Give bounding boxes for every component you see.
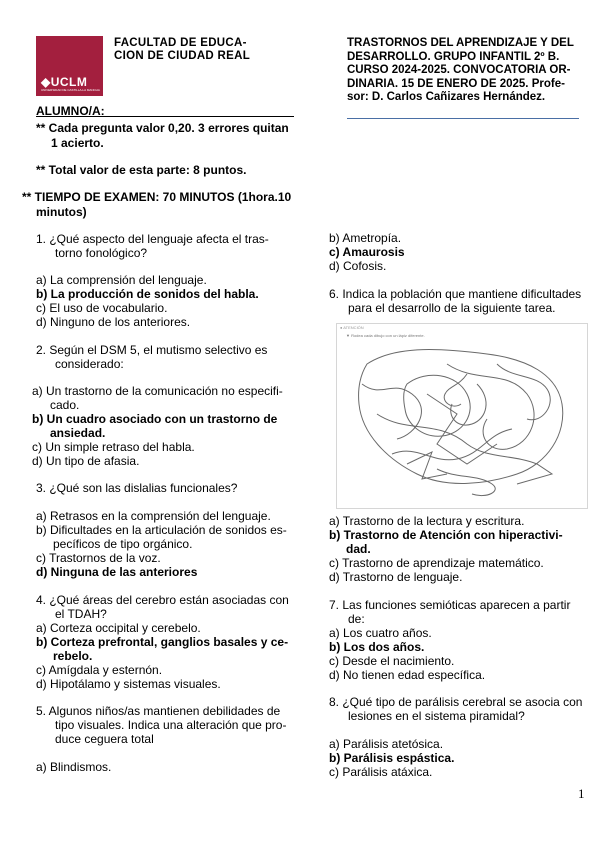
faculty-name: FACULTAD DE EDUCA- CION DE CIUDAD REAL: [114, 37, 251, 62]
question-3-option-c: c) Trastornos de la voz.: [36, 551, 161, 565]
question-4-option-d: d) Hipotálamo y sistemas visuales.: [36, 677, 221, 691]
question-2-option-b-cont: ansiedad.: [50, 426, 106, 440]
question-1-option-b: b) La producción de sonidos del habla.: [36, 287, 259, 301]
question-3-text: 3. ¿Qué son las dislalias funcionales?: [36, 481, 238, 495]
question-7-option-c: c) Desde el nacimiento.: [329, 654, 455, 668]
question-8-text: 8. ¿Qué tipo de parálisis cerebral se asocia con: [329, 695, 583, 709]
question-4-option-b-cont: rebelo.: [53, 649, 93, 663]
question-5-option-a: a) Blindismos.: [36, 760, 112, 774]
question-6-option-a: a) Trastorno de la lectura y escritura.: [329, 514, 525, 528]
question-7-text: 7. Las funciones semióticas aparecen a partir: [329, 598, 571, 612]
question-7-option-a: a) Los cuatro años.: [329, 626, 432, 640]
note-total: ** Total valor de esta parte: 8 puntos.: [36, 163, 247, 177]
question-2-option-a-cont: cado.: [50, 398, 80, 412]
note-value: ** Cada pregunta valor 0,20. 3 errores quitan: [36, 121, 289, 135]
question-8-text-cont: lesiones en el sistema piramidal?: [348, 709, 525, 723]
question-2-option-a: a) Un trastorno de la comunicación no especifi-: [32, 384, 283, 398]
question-4-option-a: a) Corteza occipital y cerebelo.: [36, 621, 201, 635]
question-7-option-b: b) Los dos años.: [329, 640, 425, 654]
question-6-text-cont: para el desarrollo de la siguiente tarea.: [348, 301, 556, 315]
student-rule: [36, 116, 294, 117]
attention-task-figure: [336, 323, 588, 509]
question-3-option-a: a) Retrasos en la comprensión del lenguaje.: [36, 509, 271, 523]
question-7-option-d: d) No tienen edad específica.: [329, 668, 486, 682]
question-4-text: 4. ¿Qué áreas del cerebro están asociadas con: [36, 593, 289, 607]
uclm-logo-text: ◆UCLM: [41, 75, 88, 89]
figure-instruction: ▼ Rodea cada dibujo con un lápiz diferente.: [346, 333, 425, 338]
note-value-cont: 1 acierto.: [51, 136, 104, 150]
question-4-option-b: b) Corteza prefrontal, ganglios basales y ce-: [36, 635, 289, 649]
question-6-option-b-cont: dad.: [346, 542, 371, 556]
question-5-text: 5. Algunos niños/as mantienen debilidades de: [36, 704, 281, 718]
figure-label: ● ATENCIÓN: [340, 325, 364, 330]
scribble-drawing: [337, 324, 587, 508]
title-underline: [347, 118, 579, 119]
question-2-text: 2. Según el DSM 5, el mutismo selectivo es: [36, 343, 268, 357]
question-8-option-c: c) Parálisis atáxica.: [329, 765, 433, 779]
question-2-option-d: d) Un tipo de afasia.: [32, 454, 140, 468]
question-6-option-d: d) Trastorno de lenguaje.: [329, 570, 463, 584]
question-5-option-d: d) Cofosis.: [329, 259, 387, 273]
question-5-option-b: b) Ametropía.: [329, 231, 402, 245]
question-2-option-c: c) Un simple retraso del habla.: [32, 440, 195, 454]
question-2-text-cont: considerado:: [55, 357, 124, 371]
question-1-text: 1. ¿Qué aspecto del lenguaje afecta el tras-: [36, 232, 269, 246]
question-1-option-d: d) Ninguno de los anteriores.: [36, 315, 191, 329]
question-3-option-b-cont: pecíficos de tipo orgánico.: [53, 537, 193, 551]
note-time: ** TIEMPO DE EXAMEN: 70 MINUTOS (1hora.10: [22, 190, 292, 204]
question-5-option-c: c) Amaurosis: [329, 245, 405, 259]
question-1-option-c: c) El uso de vocabulario.: [36, 301, 168, 315]
student-label: ALUMNO/A:: [36, 104, 105, 118]
question-4-text-cont: el TDAH?: [55, 607, 107, 621]
question-6-option-b: b) Trastorno de Atención con hiperactivi-: [329, 528, 563, 542]
question-8-option-a: a) Parálisis atetósica.: [329, 737, 444, 751]
question-1-text-cont: torno fonológico?: [55, 246, 148, 260]
question-6-option-c: c) Trastorno de aprendizaje matemático.: [329, 556, 544, 570]
uclm-logo-subtext: UNIVERSIDAD DE CASTILLA-LA MANCHA: [41, 88, 100, 92]
question-5-text-cont: tipo visuales. Indica una alteración que pro-: [55, 718, 287, 732]
question-7-text-cont: de:: [348, 612, 365, 626]
question-5-text-cont2: duce ceguera total: [55, 732, 154, 746]
question-6-text: 6. Indica la población que mantiene dificultades: [329, 287, 582, 301]
question-3-option-d: d) Ninguna de las anteriores: [36, 565, 198, 579]
question-1-option-a: a) La comprensión del lenguaje.: [36, 273, 207, 287]
question-2-option-b: b) Un cuadro asociado con un trastorno de: [32, 412, 278, 426]
note-time-cont: minutos): [36, 205, 87, 219]
question-8-option-b: b) Parálisis espástica.: [329, 751, 455, 765]
question-4-option-c: c) Amígdala y esternón.: [36, 663, 163, 677]
page-number: 1: [578, 786, 585, 801]
question-3-option-b: b) Dificultades en la articulación de sonidos es-: [36, 523, 287, 537]
exam-title: TRASTORNOS DEL APRENDIZAJE Y DEL DESARROLLO. GRUPO INFANTIL 2º B. CURSO 2024-2025. CONVOCATORIA OR- DINARIA. 15 DE ENERO DE 2025. Profe- sor: D. Carlos Cañizares Hernández.: [347, 37, 574, 103]
